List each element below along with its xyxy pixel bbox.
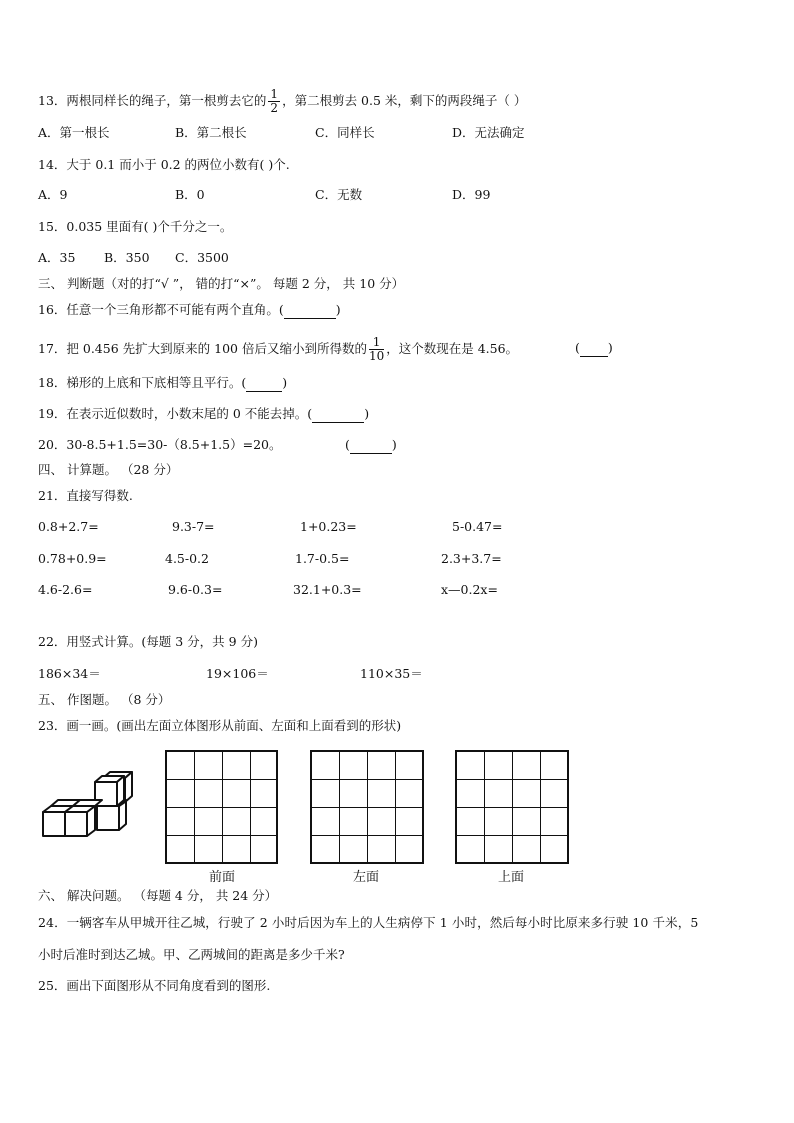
question-24-line-2: 小时后准时到达乙城。甲、乙两城间的距离是多少千米? [38,947,345,962]
grid-label-top: 上面 [497,870,524,885]
cube-solid-figure [40,770,135,840]
q15-option-c[interactable]: C．3500 [175,250,229,265]
grid-label-front: 前面 [208,870,235,885]
q17-text-before: 17．把 0.456 先扩大到原来的 100 倍后又缩小到所得数的 [38,341,367,356]
section-5-heading: 五、 作图题。 （8 分） [38,692,171,707]
q14-option-a[interactable]: A．9 [38,187,68,202]
q13-stem-before: 13．两根同样长的绳子，第一根剪去它的 [38,93,267,108]
q15-option-b[interactable]: B．350 [104,250,150,265]
question-14: 14．大于 0.1 而小于 0.2 的两位小数有( )个. [38,157,290,172]
question-19: 19．在表示近似数时，小数末尾的 0 不能去掉。( ) [38,406,370,421]
drawing-grid-top[interactable] [455,750,569,864]
answer-blank-16[interactable] [284,302,336,319]
q17-answer: ( ) [575,340,613,355]
question-13 [38,88,526,115]
calc-item: 5-0.47= [452,519,503,534]
calc-item: 4.5-0.2 [165,551,209,566]
answer-blank-20[interactable] [350,437,392,454]
q14-option-d[interactable]: D．99 [452,187,491,202]
q18-text: 18．梯形的上底和下底相等且平行。( [38,375,247,390]
q13-option-c[interactable]: C．同样长 [315,125,375,140]
question-25: 25．画出下面图形从不同角度看到的图形. [38,978,271,993]
q13-option-d[interactable]: D．无法确定 [452,125,525,140]
q13-option-a[interactable]: A．第一根长 [38,125,110,140]
calc-item: 9.3-7= [172,519,215,534]
q15-option-a[interactable]: A．35 [38,250,76,265]
calc-item: 32.1+0.3= [293,582,362,597]
calc-item: x—0.2x= [441,582,498,597]
grid-label-left: 左面 [352,870,379,885]
calc-item: 1+0.23= [300,519,357,534]
question-21-stem: 21．直接写得数. [38,488,133,503]
question-17 [38,336,518,363]
calc-item: 4.6-2.6= [38,582,93,597]
drawing-grid-front[interactable] [165,750,278,864]
answer-blank-17[interactable] [580,340,608,357]
q16-text: 16．任意一个三角形都不可能有两个直角。( [38,302,284,317]
q20-answer: ( ) [345,437,397,452]
calc-item: 9.6-0.3= [168,582,223,597]
vertical-calc-item: 19×106＝ [206,666,269,681]
q19-text: 19．在表示近似数时，小数末尾的 0 不能去掉。( [38,406,313,421]
question-23-stem: 23．画一画。(画出左面立体图形从前面、左面和上面看到的形状) [38,718,402,733]
fraction-one-half: $\frac{1}{2}$ [270,87,279,115]
drawing-grid-left[interactable] [310,750,424,864]
section-4-heading: 四、 计算题。 （28 分） [38,462,179,477]
calc-item: 0.8+2.7= [38,519,99,534]
answer-blank-19[interactable] [312,406,364,423]
q13-stem-after: ，第二根剪去 0.5 米，剩下的两段绳子（ ） [282,93,527,108]
calc-item: 2.3+3.7= [441,551,502,566]
question-22-stem: 22．用竖式计算。(每题 3 分，共 9 分) [38,634,258,649]
section-3-heading: 三、 判断题（对的打“√ ”， 错的打“×”。 每题 2 分， 共 10 分） [38,276,405,291]
vertical-calc-item: 186×34＝ [38,666,101,681]
q14-option-b[interactable]: B．0 [175,187,205,202]
fraction-one-tenth: $\frac{1}{10}$ [368,335,385,363]
q17-text-after: ，这个数现在是 4.56。 [386,341,519,356]
section-6-heading: 六、 解决问题。 （每题 4 分， 共 24 分） [38,888,278,903]
vertical-calc-item: 110×35＝ [360,666,423,681]
q14-option-c[interactable]: C．无数 [315,187,363,202]
question-24-line-1: 24．一辆客车从甲城开往乙城，行驶了 2 小时后因为车上的人生病停下 1 小时，然后每小时比原来多行驶 10 千米，5 [38,915,699,930]
calc-item: 0.78+0.9= [38,551,107,566]
answer-blank-18[interactable] [246,375,282,392]
question-20: 20．30-8.5+1.5=30-（8.5+1.5）=20。 [38,437,282,452]
question-18: 18．梯形的上底和下底相等且平行。( ) [38,375,288,390]
question-15: 15．0.035 里面有( )个千分之一。 [38,219,233,234]
calc-item: 1.7-0.5= [295,551,350,566]
question-16: 16．任意一个三角形都不可能有两个直角。( ) [38,302,341,317]
q13-option-b[interactable]: B．第二根长 [175,125,247,140]
